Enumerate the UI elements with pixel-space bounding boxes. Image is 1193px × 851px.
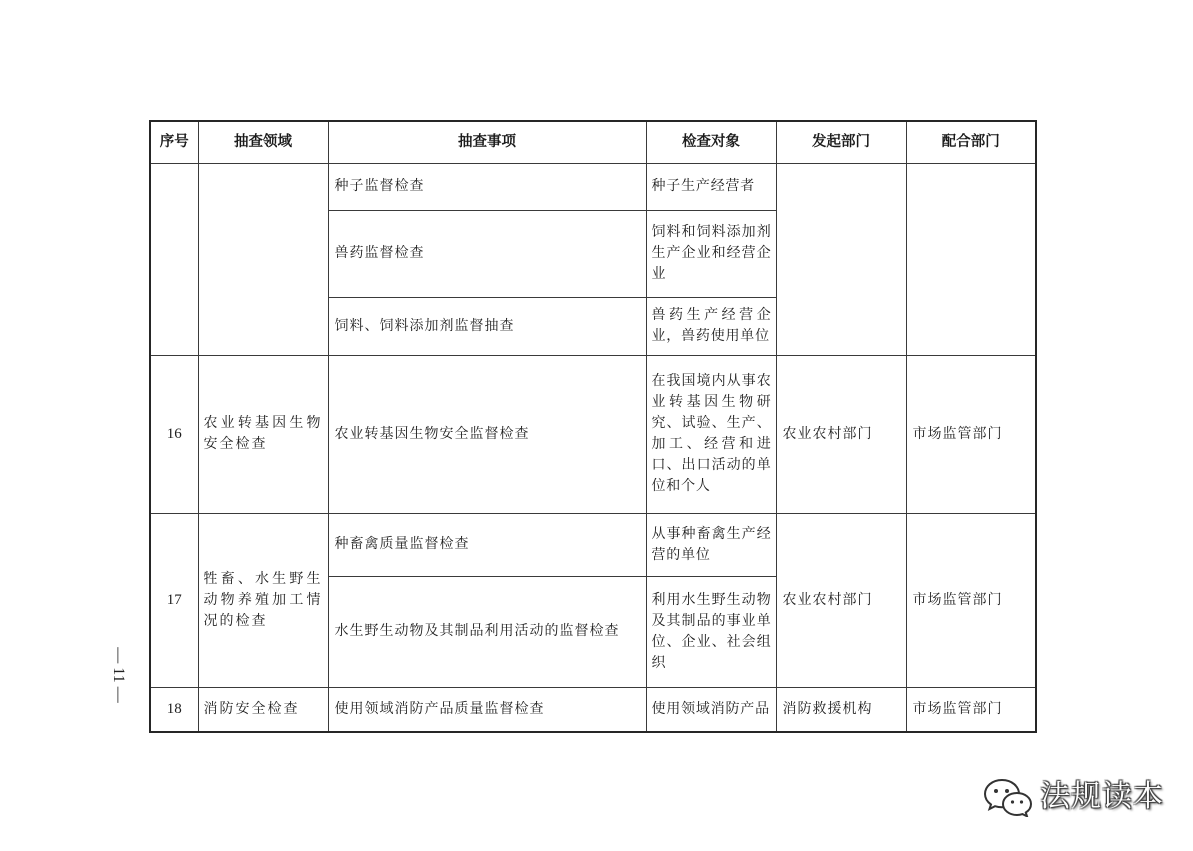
watermark [982,776,1164,818]
header-matter: 抽查事项 [328,121,646,163]
row-number-cell: 17 [150,513,198,687]
table-row [150,355,1036,513]
cooperating-department-cell: 市场监管部门 [906,513,1036,687]
cooperating-department-cell: 市场监管部门 [906,687,1036,732]
inspection-matter-cell: 种子监督检查 [328,163,646,210]
inspection-target-cell: 从事种畜禽生产经营的单位 [646,513,776,576]
header-row [150,121,1036,163]
initiating-department-cell [776,163,906,355]
inspection-domain-cell: 消防安全检查 [198,687,328,732]
inspection-matter-cell: 农业转基因生物安全监督检查 [328,355,646,513]
table-row [150,163,1036,210]
row-number-cell: 18 [150,687,198,732]
inspection-matter-cell: 种畜禽质量监督检查 [328,513,646,576]
header-domain: 抽查领域 [198,121,328,163]
table-row [150,513,1036,576]
watermark-text: 法规读本 [1040,779,1164,814]
initiating-department-cell: 农业农村部门 [776,513,906,687]
inspection-domain-cell: 农业转基因生物安全检查 [198,355,328,513]
inspection-domain-cell: 牲畜、水生野生动物养殖加工情况的检查 [198,513,328,687]
inspection-target-cell: 饲料和饲料添加剂生产企业和经营企业 [646,210,776,297]
initiating-department-cell: 消防救援机构 [776,687,906,732]
cooperating-department-cell [906,163,1036,355]
page-number: — 11 — [110,647,127,703]
table-row [150,687,1036,732]
inspection-target-cell: 兽药生产经营企业，兽药使用单位 [646,297,776,355]
inspection-matter-cell: 兽药监督检查 [328,210,646,297]
inspection-table [149,120,1037,733]
header-target: 检查对象 [646,121,776,163]
inspection-target-cell: 使用领域消防产品 [646,687,776,732]
inspection-target-cell: 种子生产经营者 [646,163,776,210]
inspection-target-cell: 在我国境内从事农业转基因生物研究、试验、生产、加工、经营和进口、出口活动的单位和个人 [646,355,776,513]
row-number-cell [150,163,198,355]
inspection-domain-cell [198,163,328,355]
header-cooperator: 配合部门 [906,121,1036,163]
wechat-icon [982,777,1034,817]
inspection-matter-cell: 水生野生动物及其制品利用活动的监督检查 [328,576,646,687]
cooperating-department-cell: 市场监管部门 [906,355,1036,513]
initiating-department-cell: 农业农村部门 [776,355,906,513]
inspection-matter-cell: 饲料、饲料添加剂监督抽查 [328,297,646,355]
inspection-matter-cell: 使用领域消防产品质量监督检查 [328,687,646,732]
inspection-target-cell: 利用水生野生动物及其制品的事业单位、企业、社会组织 [646,576,776,687]
row-number-cell: 16 [150,355,198,513]
header-number: 序号 [150,121,198,163]
header-initiator: 发起部门 [776,121,906,163]
